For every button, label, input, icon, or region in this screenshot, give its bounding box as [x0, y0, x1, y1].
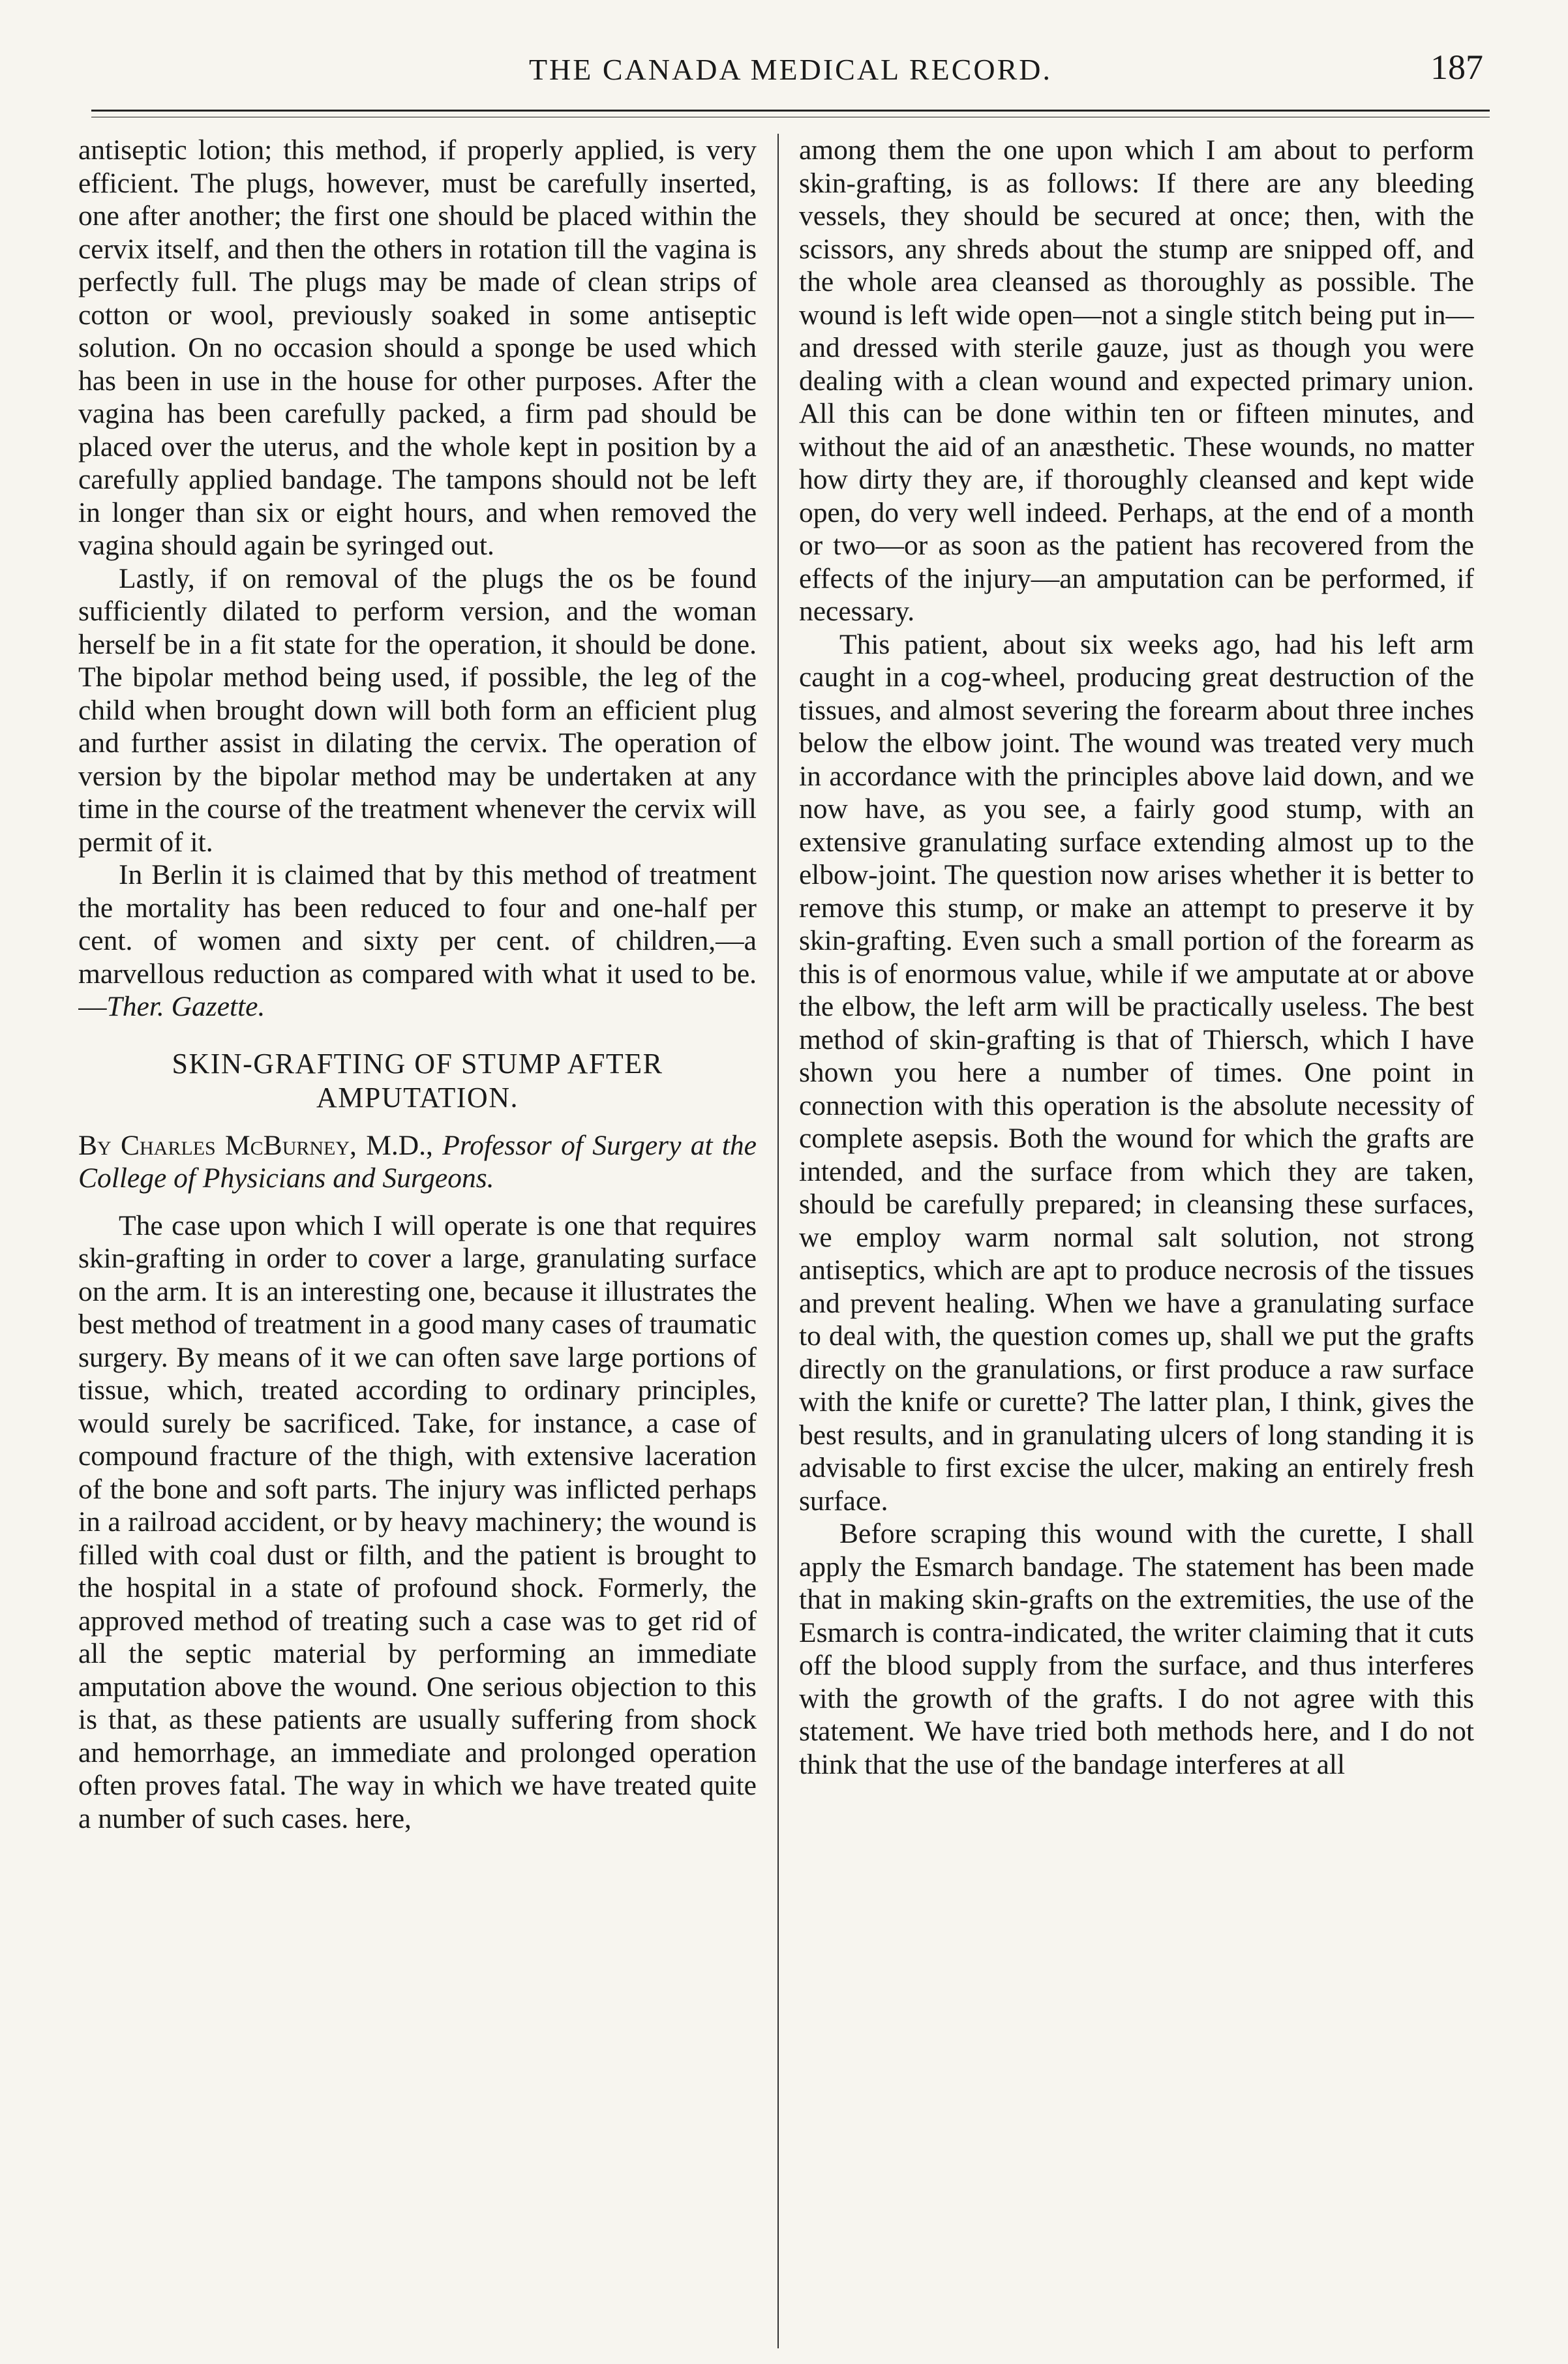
paragraph: Lastly, if on removal of the plugs the os be found sufficiently dilated to perform version, and the woman herself be in a fit state for the operation, it should be done. The bipolar method being used, if possible, the leg of the child when brought down will both form an efficient plug and further assist in dilating the cervix. The operation of version by the bipolar method may be undertaken at any time in the course of the treatment whenever the cervix will permit of it.	[78, 562, 757, 858]
paragraph: This patient, about six weeks ago, had his left arm caught in a cog-wheel, producing great destruction of the tissues, and almost severing the forearm about three inches below the elbow joint. The wound was treated very much in accordance with the principles above laid down, and we now have, as you see, a fairly good stump, with an extensive granulating surface extending almost up to the elbow-joint. The question now arises whether it is better to remove this stump, or make an attempt to preserve it by skin-grafting. Even such a small portion of the forearm as this is of enormous value, while if we amputate at or above the elbow, the left arm will be practically useless. The best method of skin-grafting is that of Thiersch, which I have shown you here a number of times. One point in connection with this operation is the absolute necessity of complete asepsis. Both the wound for which the grafts are intended, and the surface from which they are taken, should be carefully prepared; in cleansing these surfaces, we employ warm normal salt solution, not strong antiseptics, which are apt to produce necrosis of the tissues and prevent healing. When we have a granulating surface to deal with, the question comes up, shall we put the grafts directly on the granulations, or first produce a raw surface with the knife or curette? The latter plan, I think, gives the best results, and in granulating ulcers of long standing it is advisable to first excise the ulcer, making an entirely fresh surface.	[799, 628, 1474, 1517]
paragraph: The case upon which I will operate is one that requires skin-grafting in order to cover a large, granulating surface on the arm. It is an interesting one, because it illustrates the best method of treatment in a good many cases of traumatic surgery. By means of it we can often save large portions of tissue, which, treated according to ordinary principles, would surely be sacrificed. Take, for instance, a case of compound fracture of the thigh, with extensive laceration of the bone and soft parts. The injury was inflicted perhaps in a railroad accident, or by heavy machinery; the wound is filled with coal dust or filth, and the patient is brought to the hospital in a state of profound shock. Formerly, the approved method of treating such a case was to get rid of all the septic material by performing an immediate amputation above the wound. One serious objection to this is that, as these patients are usually suffering from shock and hemorrhage, an immediate and prolonged operation often proves fatal. The way in which we have treated quite a number of such cases. here,	[78, 1209, 757, 1834]
paragraph: Before scraping this wound with the curette, I shall apply the Esmarch bandage. The statement has been made that in making skin-grafts on the extremities, the use of the Esmarch is contra-indicated, the writer claiming that it cuts off the blood supply from the surface, and thus interferes with the growth of the grafts. I do not agree with this statement. We have tried both methods here, and I do not think that the use of the bandage interferes at all	[799, 1518, 1474, 1780]
column-divider	[777, 134, 779, 2348]
paragraph-text: In Berlin it is claimed that by this method of treatment the mortality has been reduced to four and one-half per cent. of women and sixty per cent. of children,—a marvellous reduction as compared with what it used to be.—	[78, 859, 757, 1022]
author: By Charles McBurney, M.D.,	[78, 1129, 433, 1161]
article-title: SKIN-GRAFTING OF STUMP AFTER AMPUTATION.	[172, 1047, 663, 1114]
byline	[78, 1129, 757, 1195]
right-column	[799, 134, 1474, 2348]
paragraph	[78, 858, 757, 1023]
paragraph: among them the one upon which I am about to perform skin-grafting, is as follows: If there are any bleeding vessels, they should be secured at once; then, with the scissors, any shreds about the stump are snipped off, and the whole area cleansed as thoroughly as possible. The wound is left wide open—not a single stitch being put in—and dressed with sterile gauze, just as though you were dealing with a clean wound and expected primary union. All this can be done within ten or fifteen minutes, and without the aid of an anæsthetic. These wounds, no matter how dirty they are, if thoroughly cleansed and kept wide open, do very well indeed. Perhaps, at the end of a month or two—or as soon as the patient has recovered from the effects of the injury—an amputation can be performed, if necessary.	[799, 134, 1474, 627]
left-column	[78, 134, 757, 2348]
paragraph: antiseptic lotion; this method, if properly applied, is very efficient. The plugs, however, must be carefully inserted, one after another; the first one should be placed within the cervix itself, and then the others in rotation till the vagina is perfectly full. The plugs may be made of clean strips of cotton or wool, previously soaked in some antiseptic solution. On no occasion should a sponge be used which has been in use in the house for other purposes. After the vagina has been carefully packed, a firm pad should be placed over the uterus, and the whole kept in position by a carefully applied bandage. The tampons should not be left in longer than six or eight hours, and when removed the vagina should again be syringed out.	[78, 134, 757, 561]
page-header	[91, 47, 1490, 106]
running-title: THE CANADA MEDICAL RECORD.	[528, 53, 1053, 86]
citation: Ther. Gazette.	[106, 991, 265, 1022]
page-number: 187	[1430, 48, 1483, 87]
author-affiliation: Professor of Surgery at the College of Physicians and Surgeons.	[78, 1129, 757, 1194]
header-rule	[91, 110, 1490, 117]
